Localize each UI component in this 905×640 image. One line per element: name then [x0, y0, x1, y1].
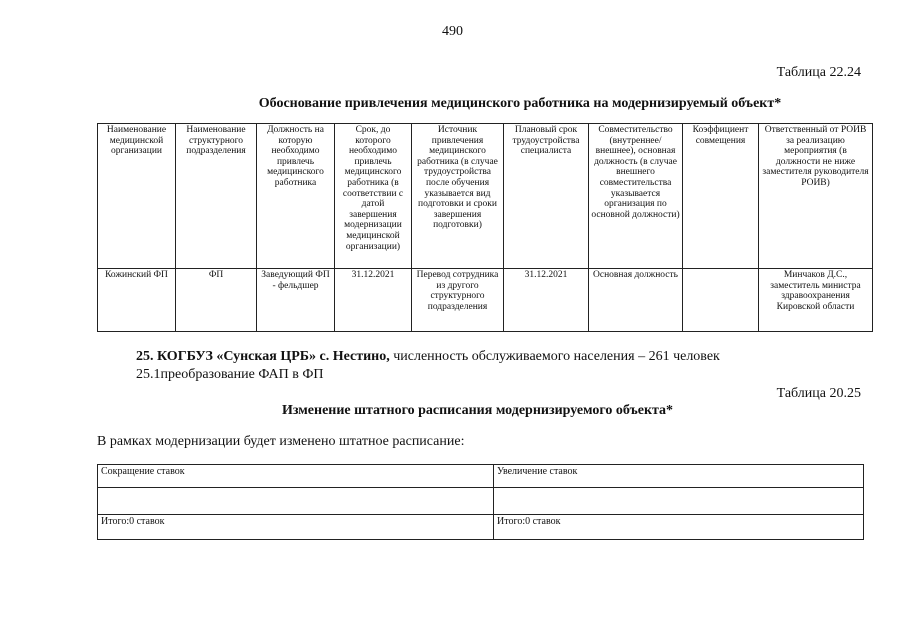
header-planned-date: Плановый срок трудоустройства специалиста [504, 124, 589, 269]
section-heading-population: численность обслуживаемого населения – 261 человек [389, 349, 720, 364]
header-position: Должность на которую необходимо привлечь медицинского работника [257, 124, 335, 269]
header-combination: Совместительство (внутреннее/внешнее), основная должность (в случае внешнего совместительства указывается организация по основной должности) [589, 124, 683, 269]
table-title: Изменение штатного расписания модернизируемого объекта* [281, 403, 674, 418]
cell-combination: Основная должность [589, 269, 683, 332]
cell-coefficient [683, 269, 759, 332]
header-org: Наименование медицинской организации [98, 124, 176, 269]
section-heading-org: 25. КОГБУЗ «Сунская ЦРБ» с. Нестино, [136, 349, 390, 364]
table-row [98, 515, 864, 540]
header-unit: Наименование структурного подразделения [176, 124, 257, 269]
cell-planned-date: 31.12.2021 [504, 269, 589, 332]
page-number: 490 [442, 24, 463, 39]
table-label: Таблица 20.25 [776, 386, 861, 401]
cell-position: Заведующий ФП - фельдшер [257, 269, 335, 332]
table-row [98, 488, 864, 515]
cell-deadline: 31.12.2021 [335, 269, 412, 332]
staffing-justification-table [97, 123, 873, 332]
header-coefficient: Коэффициент совмещения [683, 124, 759, 269]
cell-unit: ФП [176, 269, 257, 332]
cell-source: Перевод сотрудника из другого структурного подразделения [412, 269, 504, 332]
increase-label: Увеличение ставок [494, 465, 864, 488]
decrease-label: Сокращение ставок [98, 465, 494, 488]
cell-responsible: Минчаков Д.С., заместитель министра здравоохранения Кировской области [759, 269, 873, 332]
total-increase: Итого:0 ставок [494, 515, 864, 540]
decrease-cell [98, 488, 494, 515]
header-responsible: Ответственный от РОИВ за реализацию мероприятия (в должности не ниже заместителя руководителя РОИВ) [759, 124, 873, 269]
section-heading [136, 349, 720, 365]
intro-text: В рамках модернизации будет изменено штатное расписание: [97, 434, 465, 449]
table-title: Обоснование привлечения медицинского работника на модернизируемый объект* [258, 96, 782, 111]
table-header-row [98, 124, 873, 269]
table-label: Таблица 22.24 [776, 65, 861, 80]
cell-org: Кожинский ФП [98, 269, 176, 332]
total-decrease: Итого:0 ставок [98, 515, 494, 540]
header-deadline: Срок, до которого необходимо привлечь медицинского работника (в соответствии с датой завершения модернизации медицинской организации) [335, 124, 412, 269]
header-source: Источник привлечения медицинского работника (в случае трудоустройства после обучения указывается вид подготовки и сроки завершения подготовки) [412, 124, 504, 269]
table-row [98, 269, 873, 332]
increase-cell [494, 488, 864, 515]
subsection-heading: 25.1преобразование ФАП в ФП [136, 367, 324, 382]
table-row [98, 465, 864, 488]
staffing-change-table [97, 464, 864, 540]
